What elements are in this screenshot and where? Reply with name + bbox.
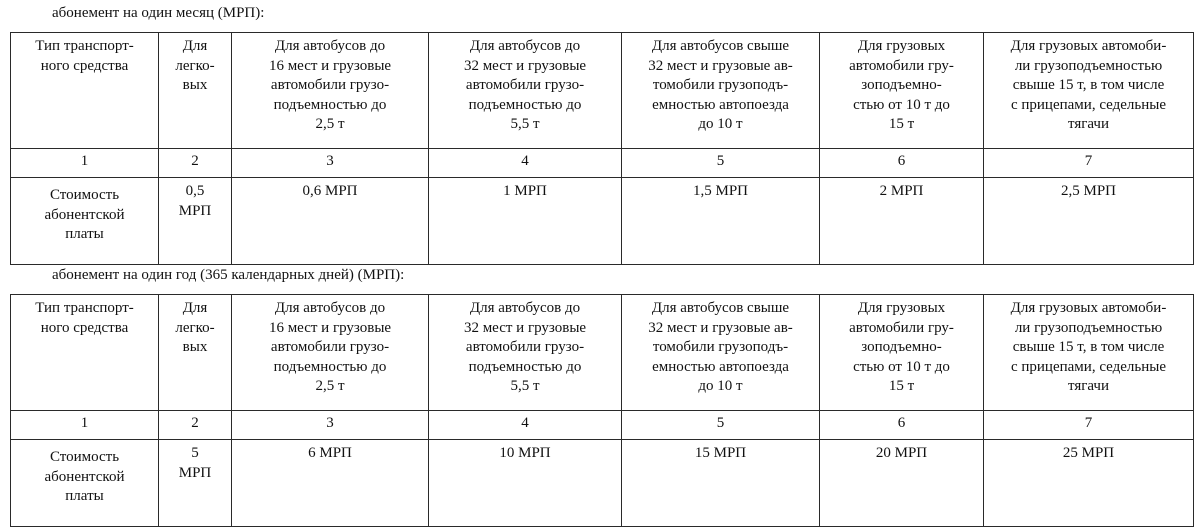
cell-text: 15 т [888,116,915,132]
cell-text: 25 МРП [1062,445,1115,461]
cell-text: 6 [897,153,906,169]
header-cell [232,33,429,149]
price-cell [984,178,1194,265]
cell-text: 32 мест и грузовые [463,57,587,74]
price-cell [622,178,820,265]
cell-text: ного средства [40,57,129,74]
header-cell [820,295,984,411]
cell-text: зоподъемно- [861,339,942,355]
price-cell [159,178,232,265]
price-cell [232,178,429,265]
cell-text: 7 [1084,153,1093,169]
price-cell [429,178,622,265]
cell-text: свыше 15 т, в том числе [1012,339,1165,355]
cell-text: 32 мест и грузовые ав- [648,57,793,74]
column-number-row [11,411,1194,440]
cell-text: автомобили грузо- [270,77,390,93]
cell-text: вых [182,339,208,355]
cell-text: платы [65,488,104,504]
cell-text: 5 [716,153,725,169]
cell-text: 15 т [888,378,915,394]
cell-text: с прицепами, седельные [1010,358,1167,375]
column-number-row [11,149,1194,178]
cell-text: Для автобусов до [274,38,386,54]
price-cell [820,178,984,265]
cell-text: с прицепами, седельные [1010,96,1167,113]
column-number-cell [820,411,984,440]
header-cell [159,33,232,149]
cell-text: Для автобусов до [469,300,581,316]
cell-text: до 10 т [698,116,743,132]
cell-text: 6 МРП [308,445,352,461]
cell-text: 5,5 т [510,378,540,394]
cell-text: ли грузоподъемностью [1014,57,1163,74]
cell-text: Стоимость [49,187,120,203]
cell-text: 3 [326,153,334,169]
cell-text: 2,5 МРП [1060,183,1116,199]
cell-text: свыше 15 т, в том числе [1012,77,1165,93]
column-number-cell [159,411,232,440]
monthly-subscription-caption: абонемент на один месяц (МРП): [52,5,265,21]
column-number-cell [159,149,232,178]
price-cell [159,440,232,527]
cell-text: 1 МРП [503,183,547,199]
column-number-cell [11,411,159,440]
cell-text: подъемностью до [468,96,582,113]
cell-text: автомобили гру- [849,319,954,336]
cell-text: 3 [326,415,334,431]
cell-text: Стоимость [49,449,120,465]
cell-text: автомобили грузо- [465,339,585,355]
header-cell [622,33,820,149]
header-cell [232,295,429,411]
price-cell [820,440,984,527]
cell-text: легко- [175,319,215,336]
price-cell [622,440,820,527]
column-number-cell [820,149,984,178]
cell-text: тягачи [1067,116,1110,132]
cell-text: Тип транспорт- [35,300,134,316]
price-row [11,440,1194,527]
cell-text: Для [182,300,208,316]
cell-text: 5,5 т [510,116,540,132]
price-label-cell [11,178,159,265]
cell-text: 2 [191,415,199,431]
column-number-cell [232,411,429,440]
cell-text: 2,5 т [315,378,345,394]
cell-text: Тип транспорт- [35,38,134,54]
cell-text: зоподъемно- [861,77,942,93]
cell-text: 1 [80,415,89,431]
monthly-tariff-table [10,32,1194,265]
cell-text: МРП [178,202,212,219]
cell-text: подъемностью до [273,96,387,113]
cell-text: стью от 10 т до [853,96,950,113]
cell-text: 16 мест и грузовые [268,319,392,336]
price-row [11,178,1194,265]
header-cell [984,295,1194,411]
header-row [11,295,1194,411]
cell-text: абонентской [44,206,125,223]
cell-text: вых [182,77,208,93]
cell-text: 32 мест и грузовые [463,319,587,336]
column-number-cell [11,149,159,178]
cell-text: Для грузовых автомоби- [1010,300,1167,316]
cell-text: Для автобусов свыше [651,38,790,54]
header-row [11,33,1194,149]
cell-text: 32 мест и грузовые ав- [648,319,793,336]
column-number-cell [232,149,429,178]
cell-text: 4 [521,415,529,431]
yearly-subscription-caption: абонемент на один год (365 календарных дней) (МРП): [52,267,405,283]
cell-text: 5 [716,415,725,431]
header-cell [820,33,984,149]
column-number-cell [429,149,622,178]
cell-text: 0,6 МРП [302,183,358,199]
cell-text: платы [65,226,104,242]
cell-text: автомобили грузо- [270,339,390,355]
cell-text: Для автобусов свыше [651,300,790,316]
cell-text: 2 МРП [879,183,924,199]
header-cell [622,295,820,411]
cell-text: емностью автопоезда [652,96,789,113]
cell-text: Для грузовых [857,38,946,54]
cell-text: МРП [178,464,212,481]
column-number-cell [622,149,820,178]
cell-text: 2 [191,153,199,169]
cell-text: 10 МРП [499,445,551,461]
cell-text: 4 [521,153,529,169]
cell-text: томобили грузоподъ- [652,339,789,355]
column-number-cell [429,411,622,440]
cell-text: автомобили грузо- [465,77,585,93]
cell-text: автомобили гру- [849,57,954,74]
yearly-tariff-table [10,294,1194,527]
cell-text: легко- [175,57,215,74]
cell-text: до 10 т [698,378,743,394]
cell-text: томобили грузоподъ- [652,77,789,93]
cell-text: 5 [191,445,199,461]
header-cell [159,295,232,411]
column-number-cell [622,411,820,440]
price-cell [429,440,622,527]
header-cell [429,295,622,411]
price-label-cell [11,440,159,527]
cell-text: абонентской [44,468,125,485]
price-cell [232,440,429,527]
cell-text: 6 [897,415,906,431]
header-cell [429,33,622,149]
cell-text: стью от 10 т до [853,358,950,375]
cell-text: подъемностью до [273,358,387,375]
column-number-cell [984,411,1194,440]
header-cell [11,33,159,149]
cell-text: ли грузоподъемностью [1014,319,1163,336]
cell-text: 1 [80,153,89,169]
cell-text: 1,5 МРП [692,183,748,199]
cell-text: емностью автопоезда [652,358,789,375]
cell-text: 7 [1084,415,1093,431]
cell-text: ного средства [40,319,129,336]
cell-text: 2,5 т [315,116,345,132]
price-cell [984,440,1194,527]
column-number-cell [984,149,1194,178]
header-cell [11,295,159,411]
cell-text: Для автобусов до [274,300,386,316]
cell-text: Для автобусов до [469,38,581,54]
cell-text: 16 мест и грузовые [268,57,392,74]
cell-text: 15 МРП [694,445,747,461]
cell-text: Для грузовых автомоби- [1010,38,1167,54]
cell-text: подъемностью до [468,358,582,375]
cell-text: тягачи [1067,378,1110,394]
cell-text: 0,5 [185,183,205,199]
cell-text: Для [182,38,208,54]
header-cell [984,33,1194,149]
cell-text: 20 МРП [875,445,928,461]
cell-text: Для грузовых [857,300,946,316]
